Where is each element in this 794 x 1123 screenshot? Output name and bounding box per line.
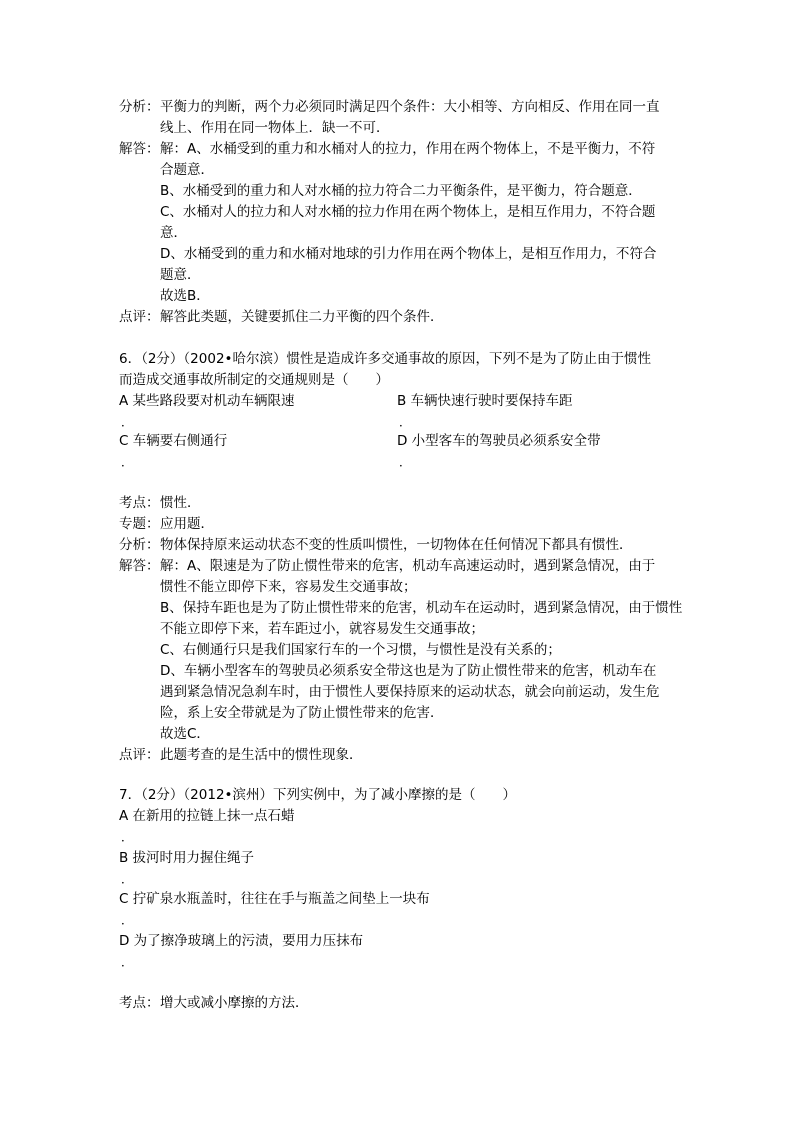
answer-line: D、水桶受到的重力和水桶对地球的引力作用在两个物体上，是相互作用力，不符合: [160, 246, 657, 262]
option-a: A 某些路段要对机动车辆限速: [119, 393, 295, 409]
option-dot: ．: [121, 955, 134, 969]
analysis-line: 平衡力的判断，两个力必须同时满足四个条件：大小相等、方向相反、作用在同一直: [160, 99, 660, 115]
answer-line: 故选C．: [160, 726, 210, 742]
question-stem: 7．（2分）（2012•滨州）下列实例中，为了减小摩擦的是（ ）: [119, 787, 516, 803]
answer-line: 不能立即停下来，若车距过小，就容易发生交通事故；: [160, 621, 484, 637]
option-dot: ．: [121, 455, 134, 469]
answer-line: 解：A、限速是为了防止惯性带来的危害，机动车高速运动时，遇到紧急情况，由于: [160, 558, 656, 574]
answer-line: 遇到紧急情况急刹车时，由于惯性人要保持原来的运动状态，就会向前运动，发生危: [160, 684, 660, 700]
comment-label: 点评：: [119, 747, 160, 763]
answer-line: 险，系上安全带就是为了防止惯性带来的危害．: [160, 705, 444, 721]
option-a: A 在新用的拉链上抹一点石蜡: [119, 808, 295, 824]
topic-text: 应用题．: [160, 516, 214, 532]
answer-line: 解：A、水桶受到的重力和水桶对人的拉力，作用在两个物体上，不是平衡力，不符: [160, 141, 656, 157]
topic-label: 专题：: [119, 516, 160, 532]
answer-label: 解答：: [119, 141, 160, 157]
option-b: B 车辆快速行驶时要保持车距: [397, 393, 573, 409]
answer-line: 意．: [160, 225, 187, 241]
option-b: B 拔河时用力握住绳子: [119, 850, 255, 866]
analysis-label: 分析：: [119, 99, 160, 115]
answer-line: C、水桶对人的拉力和人对水桶的拉力作用在两个物体上，是相互作用力，不符合题: [160, 204, 656, 220]
option-c: C 拧矿泉水瓶盖时，往往在手与瓶盖之间垫上一块布: [119, 891, 430, 907]
comment-label: 点评：: [119, 309, 160, 325]
answer-line: D、车辆小型客车的驾驶员必须系安全带这也是为了防止惯性带来的危害，机动车在: [160, 663, 657, 679]
kp-label: 考点：: [119, 995, 160, 1011]
question-stem: 而造成交通事故所制定的交通规则是（ ）: [119, 372, 389, 388]
option-dot: ．: [121, 415, 134, 429]
answer-line: B、保持车距也是为了防止惯性带来的危害，机动车在运动时，遇到紧急情况，由于惯性: [160, 600, 683, 616]
option-c: C 车辆要右侧通行: [119, 433, 228, 449]
option-dot: ．: [121, 872, 134, 886]
answer-line: C、右侧通行只是我们国家行车的一个习惯，与惯性是没有关系的；: [160, 642, 561, 658]
answer-line: 惯性不能立即停下来，容易发生交通事故；: [160, 579, 417, 595]
answer-line: 合题意．: [160, 162, 214, 178]
option-d: D 小型客车的驾驶员必须系安全带: [397, 433, 601, 449]
comment-text: 此题考查的是生活中的惯性现象．: [160, 747, 363, 763]
answer-line: 题意．: [160, 267, 201, 283]
comment-text: 解答此类题，关键要抓住二力平衡的四个条件．: [160, 309, 444, 325]
analysis-label: 分析：: [119, 537, 160, 553]
kp-label: 考点：: [119, 495, 160, 511]
option-dot: ．: [121, 830, 134, 844]
answer-line: B、水桶受到的重力和人对水桶的拉力符合二力平衡条件，是平衡力，符合题意．: [160, 183, 642, 199]
answer-line: 故选B．: [160, 288, 210, 304]
option-dot: ．: [399, 415, 412, 429]
option-dot: ．: [399, 455, 412, 469]
question-stem: 6．（2分）（2002•哈尔滨）惯性是造成许多交通事故的原因，下列不是为了防止由于惯性: [119, 351, 651, 367]
kp-text: 惯性．: [160, 495, 201, 511]
answer-label: 解答：: [119, 558, 160, 574]
kp-text: 增大或减小摩擦的方法．: [160, 995, 309, 1011]
option-d: D 为了擦净玻璃上的污渍，要用力压抹布: [119, 933, 364, 949]
analysis-text: 物体保持原来运动状态不变的性质叫惯性，一切物体在任何情况下都具有惯性．: [160, 537, 633, 553]
analysis-line: 线上、作用在同一物体上．缺一不可．: [160, 120, 390, 136]
option-dot: ．: [121, 913, 134, 927]
